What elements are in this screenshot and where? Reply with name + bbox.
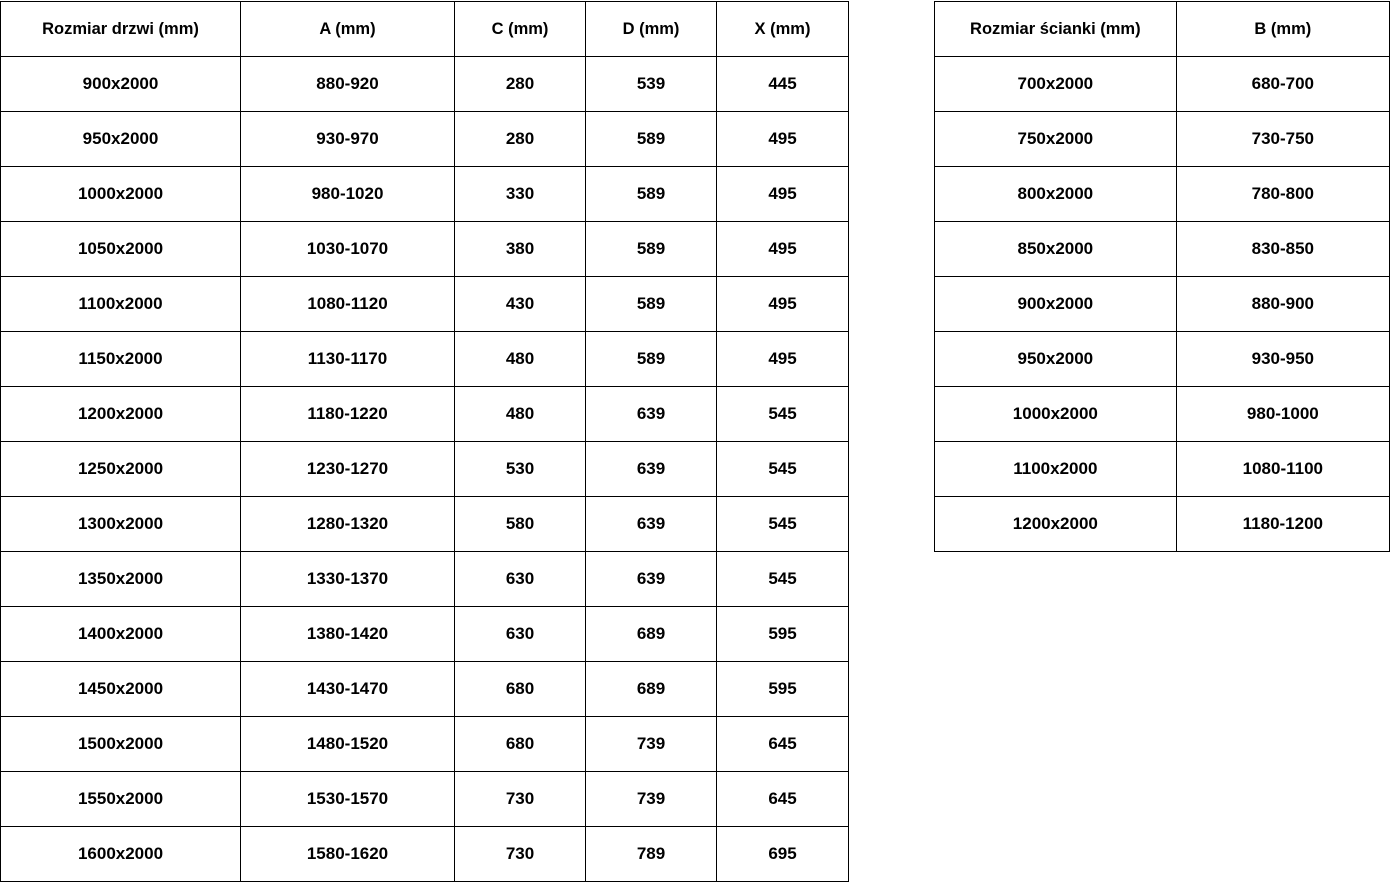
cell-b: 680-700 — [1176, 57, 1389, 112]
cell-door-size: 1300x2000 — [1, 497, 241, 552]
column-header-a: A (mm) — [241, 2, 455, 57]
wall-size-table — [934, 1, 1390, 552]
cell-door-size: 1600x2000 — [1, 827, 241, 882]
cell-d: 589 — [586, 112, 717, 167]
cell-x: 545 — [717, 552, 849, 607]
cell-door-size: 1500x2000 — [1, 717, 241, 772]
cell-c: 380 — [455, 222, 586, 277]
cell-b: 980-1000 — [1176, 387, 1389, 442]
cell-a: 1180-1220 — [241, 387, 455, 442]
cell-a: 930-970 — [241, 112, 455, 167]
table-row — [1, 332, 849, 387]
cell-door-size: 950x2000 — [1, 112, 241, 167]
cell-wall-size: 750x2000 — [935, 112, 1177, 167]
cell-b: 880-900 — [1176, 277, 1389, 332]
cell-d: 739 — [586, 717, 717, 772]
cell-a: 980-1020 — [241, 167, 455, 222]
cell-d: 589 — [586, 167, 717, 222]
cell-b: 730-750 — [1176, 112, 1389, 167]
table-header-row — [935, 2, 1390, 57]
cell-c: 480 — [455, 332, 586, 387]
table-row — [935, 442, 1390, 497]
cell-a: 1280-1320 — [241, 497, 455, 552]
cell-x: 495 — [717, 222, 849, 277]
cell-a: 880-920 — [241, 57, 455, 112]
table-row — [935, 332, 1390, 387]
door-size-table-header — [1, 2, 849, 57]
cell-d: 589 — [586, 277, 717, 332]
cell-a: 1480-1520 — [241, 717, 455, 772]
table-row — [1, 717, 849, 772]
table-row — [1, 552, 849, 607]
cell-x: 595 — [717, 607, 849, 662]
cell-wall-size: 1000x2000 — [935, 387, 1177, 442]
cell-x: 595 — [717, 662, 849, 717]
cell-door-size: 900x2000 — [1, 57, 241, 112]
table-row — [1, 662, 849, 717]
cell-a: 1030-1070 — [241, 222, 455, 277]
cell-x: 495 — [717, 277, 849, 332]
door-size-table — [0, 1, 849, 882]
cell-d: 689 — [586, 607, 717, 662]
cell-x: 495 — [717, 112, 849, 167]
cell-c: 330 — [455, 167, 586, 222]
cell-c: 580 — [455, 497, 586, 552]
cell-a: 1380-1420 — [241, 607, 455, 662]
column-header-door-size: Rozmiar drzwi (mm) — [1, 2, 241, 57]
table-row — [935, 222, 1390, 277]
cell-c: 730 — [455, 772, 586, 827]
table-row — [1, 167, 849, 222]
column-header-d: D (mm) — [586, 2, 717, 57]
table-row — [1, 772, 849, 827]
cell-c: 630 — [455, 552, 586, 607]
column-header-wall-size: Rozmiar ścianki (mm) — [935, 2, 1177, 57]
cell-a: 1330-1370 — [241, 552, 455, 607]
table-row — [1, 827, 849, 882]
cell-door-size: 1100x2000 — [1, 277, 241, 332]
cell-d: 789 — [586, 827, 717, 882]
column-header-c: C (mm) — [455, 2, 586, 57]
cell-door-size: 1200x2000 — [1, 387, 241, 442]
table-row — [935, 167, 1390, 222]
cell-door-size: 1150x2000 — [1, 332, 241, 387]
column-header-x: X (mm) — [717, 2, 849, 57]
wall-size-table-header — [935, 2, 1390, 57]
cell-c: 730 — [455, 827, 586, 882]
cell-x: 495 — [717, 167, 849, 222]
cell-d: 639 — [586, 552, 717, 607]
table-row — [1, 222, 849, 277]
table-row — [935, 497, 1390, 552]
cell-c: 530 — [455, 442, 586, 497]
cell-c: 280 — [455, 57, 586, 112]
cell-b: 780-800 — [1176, 167, 1389, 222]
cell-x: 495 — [717, 332, 849, 387]
cell-door-size: 1550x2000 — [1, 772, 241, 827]
cell-a: 1430-1470 — [241, 662, 455, 717]
table-row — [935, 57, 1390, 112]
table-row — [1, 112, 849, 167]
cell-x: 645 — [717, 717, 849, 772]
cell-a: 1080-1120 — [241, 277, 455, 332]
cell-x: 445 — [717, 57, 849, 112]
cell-x: 645 — [717, 772, 849, 827]
cell-b: 830-850 — [1176, 222, 1389, 277]
cell-x: 545 — [717, 387, 849, 442]
cell-d: 639 — [586, 497, 717, 552]
table-row — [1, 607, 849, 662]
cell-c: 680 — [455, 717, 586, 772]
cell-d: 539 — [586, 57, 717, 112]
table-row — [1, 442, 849, 497]
cell-door-size: 1400x2000 — [1, 607, 241, 662]
cell-x: 545 — [717, 497, 849, 552]
cell-d: 739 — [586, 772, 717, 827]
cell-c: 630 — [455, 607, 586, 662]
cell-a: 1580-1620 — [241, 827, 455, 882]
table-row — [1, 57, 849, 112]
cell-wall-size: 900x2000 — [935, 277, 1177, 332]
cell-c: 480 — [455, 387, 586, 442]
cell-c: 280 — [455, 112, 586, 167]
cell-door-size: 1000x2000 — [1, 167, 241, 222]
table-row — [935, 277, 1390, 332]
cell-wall-size: 800x2000 — [935, 167, 1177, 222]
cell-b: 1080-1100 — [1176, 442, 1389, 497]
cell-wall-size: 700x2000 — [935, 57, 1177, 112]
cell-d: 639 — [586, 442, 717, 497]
cell-wall-size: 950x2000 — [935, 332, 1177, 387]
cell-d: 639 — [586, 387, 717, 442]
table-row — [935, 387, 1390, 442]
column-header-b: B (mm) — [1176, 2, 1389, 57]
cell-door-size: 1450x2000 — [1, 662, 241, 717]
table-row — [935, 112, 1390, 167]
cell-wall-size: 1200x2000 — [935, 497, 1177, 552]
table-row — [1, 387, 849, 442]
cell-c: 430 — [455, 277, 586, 332]
cell-d: 589 — [586, 222, 717, 277]
wall-size-table-body — [935, 57, 1390, 552]
cell-b: 930-950 — [1176, 332, 1389, 387]
cell-door-size: 1050x2000 — [1, 222, 241, 277]
cell-a: 1130-1170 — [241, 332, 455, 387]
cell-door-size: 1350x2000 — [1, 552, 241, 607]
cell-x: 695 — [717, 827, 849, 882]
cell-c: 680 — [455, 662, 586, 717]
cell-b: 1180-1200 — [1176, 497, 1389, 552]
cell-a: 1230-1270 — [241, 442, 455, 497]
cell-wall-size: 850x2000 — [935, 222, 1177, 277]
table-row — [1, 497, 849, 552]
cell-d: 689 — [586, 662, 717, 717]
table-row — [1, 277, 849, 332]
table-header-row — [1, 2, 849, 57]
cell-door-size: 1250x2000 — [1, 442, 241, 497]
cell-d: 589 — [586, 332, 717, 387]
cell-wall-size: 1100x2000 — [935, 442, 1177, 497]
cell-a: 1530-1570 — [241, 772, 455, 827]
cell-x: 545 — [717, 442, 849, 497]
door-size-table-body — [1, 57, 849, 882]
